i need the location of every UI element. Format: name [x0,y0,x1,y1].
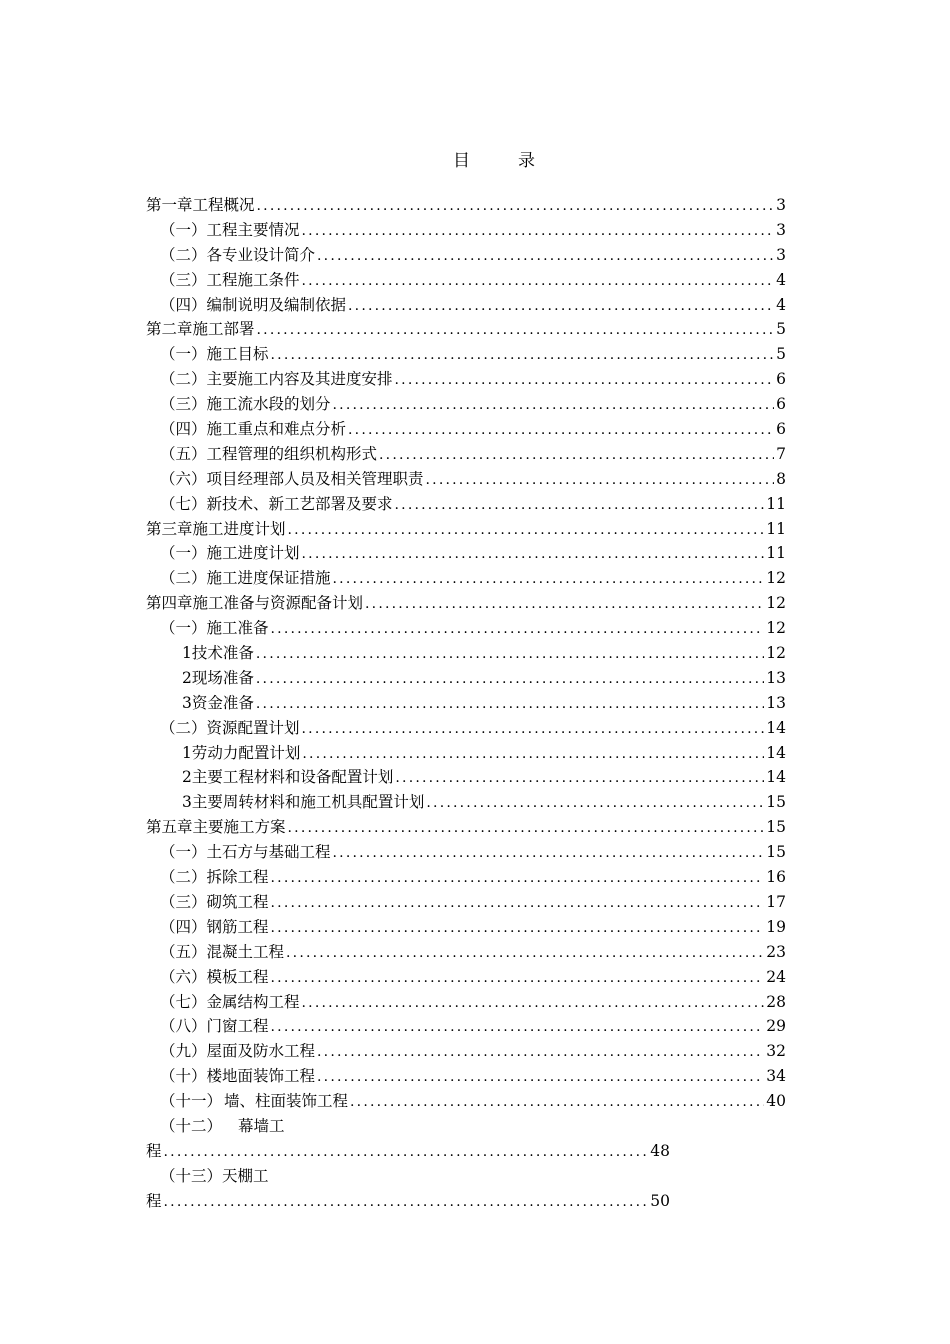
toc-entry-title: 主要工程材料和设备配置计划 [191,768,394,787]
toc-entry-number: （一） [160,544,207,563]
toc-entry-page: 11 [766,519,786,538]
toc-entry[interactable] [146,293,786,318]
toc-entry[interactable] [146,716,786,741]
toc-entry-number: 1 [182,743,192,762]
toc-entry[interactable] [146,790,786,815]
toc-entry-title: 施工准备与资源配备计划 [192,594,364,613]
toc-entry-number: 第一章 [146,196,193,214]
toc-list [146,193,786,1214]
toc-dot-leader [317,1044,764,1060]
toc-entry-title-cont: 程 [146,1191,162,1210]
toc-entry[interactable] [146,367,786,392]
toc-entry-title: 资源配置计划 [206,718,300,737]
toc-entry[interactable] [146,616,786,641]
toc-dot-leader [395,372,775,388]
toc-dot-leader [257,198,775,214]
toc-entry[interactable] [146,1089,786,1114]
toc-entry-number: 1 [182,644,192,663]
toc-entry[interactable] [146,591,786,616]
toc-entry[interactable] [146,815,786,840]
toc-entry-page: 16 [766,868,786,887]
toc-entry-page: 5 [776,345,786,364]
toc-entry-number: （十） [160,1067,207,1086]
toc-entry-page: 4 [776,270,786,289]
toc-entry[interactable] [146,417,786,442]
toc-entry-title: 门窗工程 [206,1017,269,1036]
toc-dot-leader [333,845,765,861]
toc-entry-page: 12 [766,594,786,613]
toc-entry-page: 4 [776,295,786,314]
toc-entry-title: 编制说明及编制依据 [206,295,347,314]
toc-entry[interactable] [146,865,786,890]
toc-entry-number: （二） [160,868,207,887]
toc-entry[interactable] [146,442,786,467]
toc-entry-number: （六） [160,967,207,986]
toc-entry[interactable] [146,990,786,1015]
toc-entry[interactable] [146,1039,786,1064]
toc-entry-page: 8 [776,469,786,488]
toc-entry-page: 29 [766,1017,786,1036]
toc-entry-title: 主要周转材料和施工机具配置计划 [191,793,425,812]
toc-entry-page: 6 [776,395,786,414]
toc-dot-leader [395,497,765,513]
toc-entry-title: 技术准备 [191,644,254,663]
toc-entry-title: 天棚工 [222,1166,269,1185]
toc-entry-page: 13 [766,668,786,687]
toc-entry-number: （一） [160,345,207,364]
toc-entry-page: 32 [766,1042,786,1061]
toc-entry-title: 屋面及防水工程 [206,1042,316,1061]
toc-entry-number: 第三章 [146,519,193,538]
toc-entry[interactable] [146,317,786,342]
toc-entry-title: 幕墙工 [238,1116,285,1135]
toc-entry[interactable] [146,840,786,865]
toc-entry-number: （四） [160,420,207,439]
toc-entry-page: 15 [766,793,786,812]
toc-entry-title: 施工重点和难点分析 [206,420,347,439]
toc-dot-leader [379,447,774,463]
toc-entry-number: （三） [160,395,207,414]
toc-entry-page: 13 [766,693,786,712]
toc-entry-title: 金属结构工程 [206,992,300,1011]
toc-entry[interactable] [146,915,786,940]
toc-dot-leader [348,422,774,438]
toc-entry-wrapped-first-line[interactable] [146,1164,786,1189]
toc-entry-title: 各专业设计简介 [206,245,316,264]
toc-dot-leader [271,920,765,936]
toc-dot-leader [164,1144,649,1160]
toc-entry-page: 14 [766,743,786,762]
toc-dot-leader [286,945,764,961]
toc-entry-number: （五） [160,444,207,463]
toc-entry-page: 11 [766,494,786,513]
toc-entry-page: 15 [766,843,786,862]
toc-entry-page: 12 [766,619,786,638]
toc-entry-page: 3 [776,220,786,239]
toc-dot-leader [426,472,775,488]
toc-dot-leader [257,322,775,338]
toc-entry-page: 14 [766,768,786,787]
toc-dot-leader [317,248,774,264]
toc-entry-page: 24 [766,967,786,986]
toc-entry[interactable] [146,492,786,517]
toc-dot-leader [302,995,765,1011]
toc-entry-title: 工程施工条件 [206,270,300,289]
toc-entry-title: 施工进度计划 [192,519,286,538]
toc-entry-number: （八） [160,1017,207,1036]
toc-entry-number: （九） [160,1042,207,1061]
toc-dot-leader [302,546,765,562]
toc-entry-page: 40 [766,1092,786,1111]
toc-entry-title: 工程概况 [192,196,255,214]
toc-entry[interactable] [146,1014,786,1039]
toc-entry[interactable] [146,940,786,965]
toc-dot-leader [288,522,765,538]
toc-entry-page: 12 [766,644,786,663]
toc-entry-page: 3 [776,196,786,214]
toc-entry-number: （一） [160,220,207,239]
toc-entry-number: 3 [182,693,192,712]
toc-dot-leader [256,671,764,687]
toc-entry-page: 11 [766,544,786,563]
toc-entry-number: 第四章 [146,594,193,613]
toc-dot-leader [333,571,765,587]
toc-entry-number: 3 [182,793,192,812]
toc-entry-title: 施工进度保证措施 [206,569,331,588]
toc-entry-page: 3 [776,245,786,264]
toc-entry-page: 15 [766,818,786,837]
toc-entry-number: （十三） [160,1166,223,1185]
toc-entry-wrapped-first-line[interactable] [146,1114,786,1139]
toc-entry-number: 2 [182,668,192,687]
toc-dot-leader [271,895,765,911]
toc-entry[interactable] [146,467,786,492]
toc-entry-page: 12 [766,569,786,588]
toc-entry-number: （一） [160,843,207,862]
toc-entry-number: 第二章 [146,320,193,339]
toc-entry-page: 6 [776,420,786,439]
toc-entry-page: 14 [766,718,786,737]
toc-dot-leader [317,1069,764,1085]
toc-entry[interactable] [146,268,786,293]
toc-entry-number: 第五章 [146,818,193,837]
toc-dot-leader [348,298,774,314]
toc-entry-title: 工程管理的组织机构形式 [206,444,378,463]
toc-entry[interactable] [146,517,786,542]
toc-entry-title: 施工准备 [206,619,269,638]
toc-entry[interactable] [146,243,786,268]
toc-entry-title: 现场准备 [191,668,254,687]
toc-dot-leader [271,870,765,886]
toc-heading [0,146,950,171]
toc-entry-number: （二） [160,569,207,588]
toc-dot-leader [302,746,764,762]
toc-entry[interactable] [146,666,786,691]
toc-entry-title: 土石方与基础工程 [206,843,331,862]
toc-entry[interactable] [146,218,786,243]
toc-dot-leader [365,596,764,612]
toc-dot-leader [256,696,764,712]
toc-heading-right: 录 [518,151,537,171]
toc-entry-number: （一） [160,619,207,638]
toc-entry[interactable] [146,392,786,417]
toc-dot-leader [271,347,775,363]
toc-entry-page: 48 [650,1141,670,1160]
toc-dot-leader [271,970,765,986]
toc-entry-number: （三） [160,892,207,911]
toc-entry-number: （四） [160,295,207,314]
toc-entry-title-cont: 程 [146,1141,162,1160]
toc-entry-number: （二） [160,245,207,264]
toc-entry-title: 资金准备 [191,693,254,712]
toc-entry-number: （七） [160,494,207,513]
toc-entry-title: 楼地面装饰工程 [206,1067,316,1086]
toc-heading-left: 目 [453,151,472,171]
toc-entry-title: 墙、柱面装饰工程 [224,1092,349,1111]
toc-dot-leader [350,1094,764,1110]
toc-entry-page: 34 [766,1067,786,1086]
toc-entry-number: （七） [160,992,207,1011]
toc-dot-leader [288,820,765,836]
toc-entry-number: （四） [160,917,207,936]
toc-entry-page: 17 [766,892,786,911]
toc-entry-title: 工程主要情况 [206,220,300,239]
toc-entry[interactable] [146,741,786,766]
toc-entry-number: （十一） [160,1092,223,1111]
toc-entry-title: 主要施工内容及其进度安排 [206,370,393,389]
toc-dot-leader [256,646,764,662]
toc-dot-leader [164,1194,649,1210]
toc-entry-number: （二） [160,370,207,389]
toc-entry-wrapped-second-line[interactable] [146,1139,670,1164]
toc-entry[interactable] [146,641,786,666]
toc-entry-number: （二） [160,718,207,737]
toc-dot-leader [395,770,764,786]
toc-entry-number: （五） [160,942,207,961]
toc-dot-leader [426,795,764,811]
toc-entry-title: 主要施工方案 [192,818,286,837]
toc-entry-title: 项目经理部人员及相关管理职责 [206,469,424,488]
toc-dot-leader [302,721,765,737]
toc-entry-title: 钢筋工程 [206,917,269,936]
toc-entry-title: 施工流水段的划分 [206,395,331,414]
toc-entry-title: 施工目标 [206,345,269,364]
toc-entry-number: （六） [160,469,207,488]
toc-dot-leader [302,223,775,239]
toc-entry[interactable] [146,691,786,716]
toc-entry-title: 新技术、新工艺部署及要求 [206,494,393,513]
toc-entry-title: 施工部署 [192,320,255,339]
toc-entry[interactable] [146,541,786,566]
toc-entry[interactable] [146,890,786,915]
toc-entry-title: 砌筑工程 [206,892,269,911]
toc-dot-leader [271,621,765,637]
toc-dot-leader [333,397,775,413]
toc-entry-wrapped-second-line[interactable] [146,1189,670,1214]
toc-entry-page: 19 [766,917,786,936]
toc-entry-title: 施工进度计划 [206,544,300,563]
toc-entry-page: 23 [766,942,786,961]
toc-entry-title: 拆除工程 [206,868,269,887]
toc-entry-page: 7 [776,444,786,463]
toc-entry-number: 2 [182,768,192,787]
toc-entry[interactable] [146,1064,786,1089]
toc-entry-title: 劳动力配置计划 [191,743,301,762]
toc-entry-page: 28 [766,992,786,1011]
toc-dot-leader [271,1019,765,1035]
toc-entry-number: （三） [160,270,207,289]
toc-entry-title: 混凝土工程 [206,942,285,961]
toc-entry[interactable] [146,342,786,367]
toc-entry[interactable] [146,765,786,790]
toc-entry-page: 5 [776,320,786,339]
toc-entry-title: 模板工程 [206,967,269,986]
toc-entry-page: 50 [650,1191,670,1210]
toc-entry-number: （十二） [160,1116,223,1135]
toc-entry[interactable] [146,965,786,990]
toc-entry[interactable] [146,566,786,591]
toc-dot-leader [302,273,775,289]
toc-entry-page: 6 [776,370,786,389]
toc-entry[interactable] [146,193,786,218]
